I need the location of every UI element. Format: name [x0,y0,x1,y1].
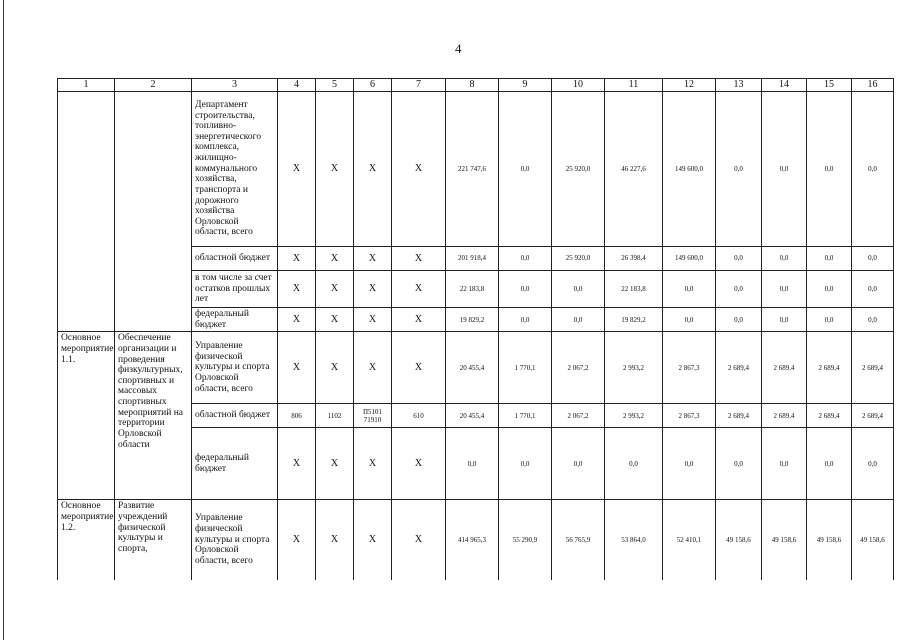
value-cell: X [392,308,446,332]
page-left-rule [3,0,4,640]
budget-table [57,78,894,580]
value-cell: 1 770,1 [499,332,552,404]
value-cell: 2 867,3 [663,404,716,428]
header-row [58,79,894,92]
header-cell: 8 [446,79,499,92]
value-cell: 2 689,4 [807,404,852,428]
value-cell: X [316,332,354,404]
value-cell: 0,0 [762,271,807,308]
value-cell: 56 765,9 [552,500,605,580]
value-cell: X [392,332,446,404]
value-cell: 0,0 [499,92,552,247]
header-cell: 9 [499,79,552,92]
value-cell: 201 918,4 [446,247,499,271]
value-cell: 0,0 [663,428,716,500]
value-cell: X [278,500,316,580]
value-cell: 2 689,4 [762,332,807,404]
value-cell: X [316,428,354,500]
value-cell: 2 689,4 [852,332,894,404]
value-cell: 0,0 [446,428,499,500]
value-cell: 0,0 [663,308,716,332]
value-cell: 46 227,6 [605,92,663,247]
header-cell: 14 [762,79,807,92]
header-cell: 16 [852,79,894,92]
source-label: в том числе за счет остатков прошлых лет [192,271,278,308]
value-cell: 19 829,2 [446,308,499,332]
measure-number: Основное мероприятие 1.1. [58,332,115,500]
value-cell: 49 158,6 [852,500,894,580]
value-cell: X [278,428,316,500]
value-cell: X [316,247,354,271]
value-cell: 2 689,4 [852,404,894,428]
source-label: федеральный бюджет [192,308,278,332]
value-cell: 0,0 [499,428,552,500]
value-cell: 53 864,0 [605,500,663,580]
value-cell: X [392,271,446,308]
value-cell: П5101 71910 [354,404,392,428]
value-cell: 2 993,2 [605,332,663,404]
value-cell: 26 398,4 [605,247,663,271]
value-cell: 0,0 [499,247,552,271]
value-cell: X [354,92,392,247]
value-cell: X [278,271,316,308]
value-cell: 0,0 [552,428,605,500]
value-cell: X [278,247,316,271]
value-cell: 25 920,0 [552,247,605,271]
value-cell: 0,0 [762,247,807,271]
header-cell: 1 [58,79,115,92]
value-cell: 1102 [316,404,354,428]
value-cell: 0,0 [499,271,552,308]
value-cell: X [278,92,316,247]
header-cell: 5 [316,79,354,92]
value-cell: 19 829,2 [605,308,663,332]
value-cell: 0,0 [807,428,852,500]
value-cell: 0,0 [716,271,762,308]
value-cell: 22 183,8 [605,271,663,308]
value-cell: 0,0 [716,92,762,247]
value-cell: 2 067,2 [552,332,605,404]
value-cell: 0,0 [552,271,605,308]
value-cell: 55 290,9 [499,500,552,580]
value-cell: 221 747,6 [446,92,499,247]
table-row [58,332,894,404]
header-cell: 7 [392,79,446,92]
value-cell: 0,0 [852,428,894,500]
value-cell: X [354,428,392,500]
value-cell: 49 158,6 [716,500,762,580]
value-cell: 2 689,4 [807,332,852,404]
value-cell: 0,0 [762,308,807,332]
value-cell: 2 993,2 [605,404,663,428]
value-cell: 1 770,1 [499,404,552,428]
source-label: Управление физической культуры и спорта Орловской области, всего [192,500,278,580]
table-row [58,500,894,580]
value-cell: 610 [392,404,446,428]
header-cell: 6 [354,79,392,92]
value-cell: 0,0 [807,308,852,332]
empty-cell [58,92,115,332]
value-cell: 49 158,6 [762,500,807,580]
value-cell: 0,0 [852,308,894,332]
value-cell: 2 689,4 [716,332,762,404]
value-cell: X [354,247,392,271]
value-cell: 0,0 [852,92,894,247]
value-cell: 2 067,2 [552,404,605,428]
value-cell: X [392,428,446,500]
header-cell: 10 [552,79,605,92]
value-cell: X [354,500,392,580]
source-label: федеральный бюджет [192,428,278,500]
value-cell: X [392,500,446,580]
value-cell: 20 455,4 [446,404,499,428]
value-cell: 0,0 [716,428,762,500]
value-cell: 806 [278,404,316,428]
measure-number: Основное мероприятие 1.2. [58,500,115,580]
value-cell: X [392,247,446,271]
value-cell: 0,0 [852,247,894,271]
value-cell: 149 600,0 [663,247,716,271]
value-cell: 0,0 [552,308,605,332]
value-cell: 0,0 [807,271,852,308]
table-row [58,92,894,247]
value-cell: X [316,308,354,332]
value-cell: 2 689,4 [762,404,807,428]
value-cell: X [278,332,316,404]
value-cell: 2 867,3 [663,332,716,404]
value-cell: 49 158,6 [807,500,852,580]
value-cell: 149 600,0 [663,92,716,247]
value-cell: X [392,92,446,247]
value-cell: 2 689,4 [716,404,762,428]
value-cell: 0,0 [716,308,762,332]
measure-description: Развитие учреждений физической культуры и спорта, [115,500,192,580]
value-cell: X [354,332,392,404]
value-cell: X [278,308,316,332]
value-cell: X [316,271,354,308]
header-cell: 2 [115,79,192,92]
page-number: 4 [455,41,462,56]
value-cell: 0,0 [605,428,663,500]
measure-description: Обеспечение организации и проведения физкультурных, спортивных и массовых спортивных мероприятий на территории Орловской области [115,332,192,500]
header-cell: 12 [663,79,716,92]
value-cell: 22 183,8 [446,271,499,308]
header-cell: 11 [605,79,663,92]
value-cell: 414 965,3 [446,500,499,580]
header-cell: 15 [807,79,852,92]
value-cell: X [354,271,392,308]
header-cell: 3 [192,79,278,92]
value-cell: 0,0 [852,271,894,308]
value-cell: 0,0 [499,308,552,332]
source-label: Управление физической культуры и спорта Орловской области, всего [192,332,278,404]
value-cell: 0,0 [807,92,852,247]
value-cell: 0,0 [716,247,762,271]
source-label: областной бюджет [192,404,278,428]
value-cell: 0,0 [762,428,807,500]
value-cell: X [316,92,354,247]
header-cell: 4 [278,79,316,92]
header-cell: 13 [716,79,762,92]
value-cell: 0,0 [762,92,807,247]
value-cell: 0,0 [807,247,852,271]
source-label: областной бюджет [192,247,278,271]
value-cell: X [316,500,354,580]
value-cell: X [354,308,392,332]
value-cell: 20 455,4 [446,332,499,404]
source-label: Департамент строительства, топливно-энергетического комплекса, жилищно-коммунального хозяйства, транспорта и дорожного хозяйства Орловской области, всего [192,92,278,247]
empty-cell [115,92,192,332]
value-cell: 52 410,1 [663,500,716,580]
value-cell: 0,0 [663,271,716,308]
value-cell: 25 920,0 [552,92,605,247]
